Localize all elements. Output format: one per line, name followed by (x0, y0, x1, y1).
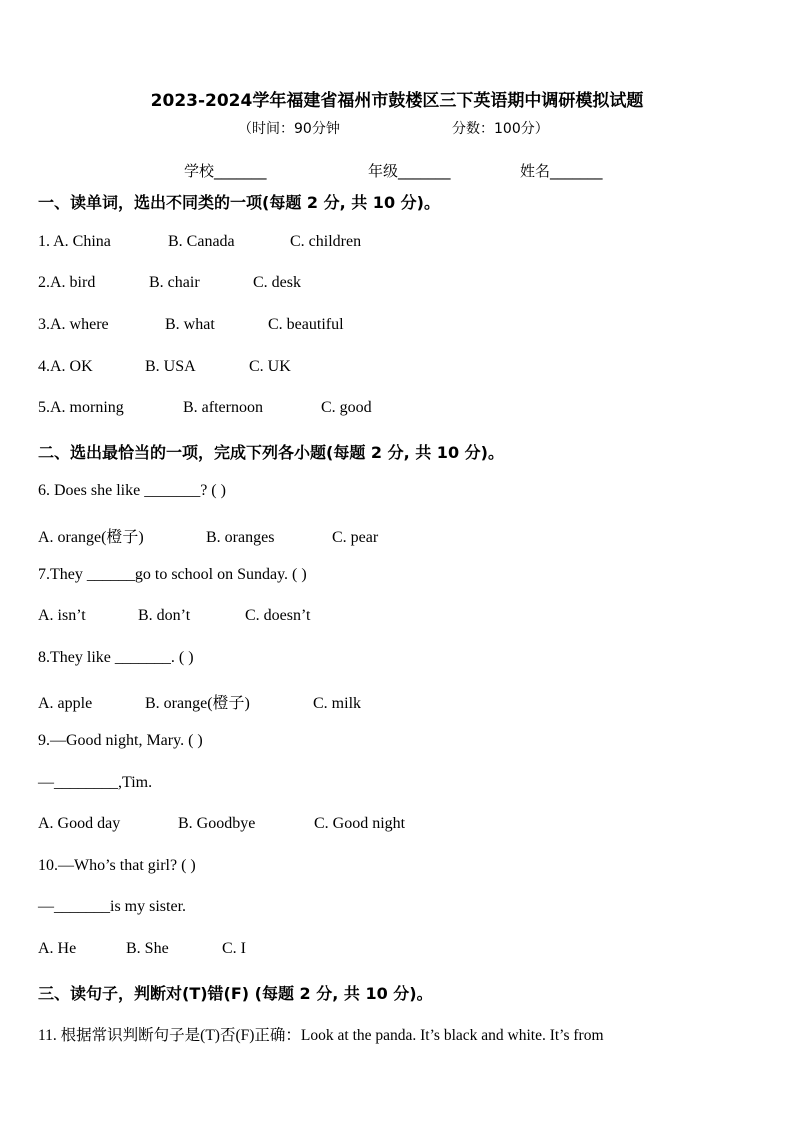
q4-option-b: B. USA (145, 358, 196, 375)
q6-option-c: C. pear (332, 529, 379, 546)
q5-option-c: C. good (321, 399, 372, 416)
question-7-options (38, 607, 310, 625)
grade-field: 年级_______ (368, 162, 451, 180)
question-5 (38, 399, 372, 417)
question-11-stem: 11. 根据常识判断句子是(T)否(F)正确：Look at the panda. It’s black and white. It’s from (38, 1027, 604, 1044)
question-6-stem: 6. Does she like _______? ( ) (38, 482, 226, 499)
q9-option-a: A. Good day (38, 815, 121, 832)
q2-option-a: 2.A. bird (38, 274, 96, 291)
section-1-heading: 一、读单词，选出不同类的一项(每题 2 分, 共 10 分)。 (38, 193, 440, 212)
section-2-heading: 二、选出最恰当的一项，完成下列各小题(每题 2 分, 共 10 分)。 (38, 443, 504, 462)
q6-option-a: A. orange(橙子) (38, 529, 144, 546)
section-3-heading: 三、读句子，判断对(T)错(F) (每题 2 分, 共 10 分)。 (38, 984, 433, 1003)
q2-option-c: C. desk (253, 274, 301, 291)
q2-option-b: B. chair (149, 274, 200, 291)
q5-option-a: 5.A. morning (38, 399, 124, 416)
q3-option-b: B. what (165, 316, 215, 333)
question-7-stem: 7.They ______go to school on Sunday. ( ) (38, 566, 307, 583)
question-8-options (38, 690, 361, 713)
exam-time: （时间：90分钟 (238, 121, 340, 137)
school-field: 学校_______ (184, 162, 267, 180)
q4-option-c: C. UK (249, 358, 291, 375)
q3-option-a: 3.A. where (38, 316, 109, 333)
question-4 (38, 358, 291, 376)
q8-option-c: C. milk (313, 695, 362, 712)
q6-option-b: B. oranges (206, 529, 275, 546)
q8-option-b: B. orange(橙子) (145, 695, 250, 712)
question-6-options (38, 524, 378, 547)
question-10-options (38, 940, 246, 958)
q1-option-b: B. Canada (168, 233, 235, 250)
question-3 (38, 316, 344, 334)
q10-option-a: A. He (38, 940, 77, 957)
name-field: 姓名_______ (520, 162, 603, 180)
q9-option-b: B. Goodbye (178, 815, 256, 832)
q1-option-c: C. children (290, 233, 362, 250)
question-9-reply: —________,Tim. (38, 774, 153, 791)
q7-option-a: A. isn’t (38, 607, 86, 624)
q10-option-b: B. She (126, 940, 169, 957)
q3-option-c: C. beautiful (268, 316, 344, 333)
q10-option-c: C. I (222, 940, 246, 957)
question-2 (38, 274, 301, 292)
exam-score: 分数：100分） (452, 121, 549, 137)
question-10-stem: 10.—Who’s that girl? ( ) (38, 857, 196, 874)
q7-option-c: C. doesn’t (245, 607, 311, 624)
question-8-stem: 8.They like _______. ( ) (38, 649, 194, 666)
q5-option-b: B. afternoon (183, 399, 263, 416)
exam-title: 2023-2024学年福建省福州市鼓楼区三下英语期中调研模拟试题 (150, 91, 644, 111)
q8-option-a: A. apple (38, 695, 93, 712)
q4-option-a: 4.A. OK (38, 358, 93, 375)
question-9-stem: 9.—Good night, Mary. ( ) (38, 732, 203, 749)
question-9-options (38, 815, 405, 833)
q1-option-a: 1. A. China (38, 233, 111, 250)
q7-option-b: B. don’t (138, 607, 191, 624)
q9-option-c: C. Good night (314, 815, 406, 832)
question-10-reply: —_______is my sister. (38, 898, 187, 915)
question-1 (38, 233, 361, 251)
